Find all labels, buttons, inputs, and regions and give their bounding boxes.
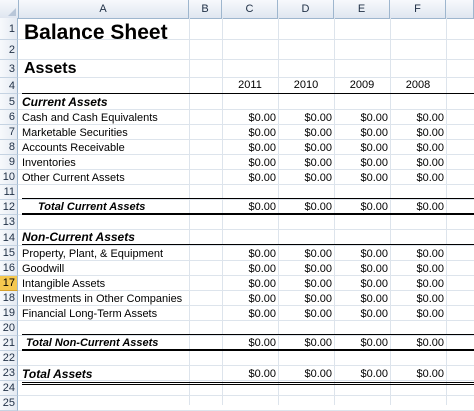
current-asset-row-1-value-2008[interactable]: $0.00 — [416, 112, 444, 124]
total-assets-value-2010[interactable]: $0.00 — [304, 368, 332, 380]
current-asset-row-3-value-2010[interactable]: $0.00 — [304, 142, 332, 154]
total-assets-label[interactable]: Total Assets — [22, 367, 93, 381]
noncurrent-assets-header[interactable]: Non-Current Assets — [22, 230, 135, 244]
noncurrent-asset-row-4-label[interactable]: Investments in Other Companies — [22, 293, 183, 305]
total-assets-value-2011[interactable]: $0.00 — [248, 368, 276, 380]
row-header-5[interactable]: 5 — [0, 94, 18, 110]
total-noncurrent-assets-value-2008[interactable]: $0.00 — [416, 337, 444, 349]
row-header-15[interactable]: 15 — [0, 246, 18, 261]
current-asset-row-5-value-2011[interactable]: $0.00 — [248, 172, 276, 184]
border-below-total-assets-double — [22, 384, 474, 385]
border-above-total-current — [22, 198, 474, 199]
current-asset-row-1-value-2011[interactable]: $0.00 — [248, 112, 276, 124]
row-header-9[interactable]: 9 — [0, 155, 18, 170]
border-below-total-assets — [22, 382, 474, 383]
row-header-16[interactable]: 16 — [0, 261, 18, 276]
noncurrent-asset-row-2-value-2011[interactable]: $0.00 — [248, 263, 276, 275]
current-asset-row-5-value-2010[interactable]: $0.00 — [304, 172, 332, 184]
total-current-assets-value-2010[interactable]: $0.00 — [304, 201, 332, 213]
row-header-25[interactable]: 25 — [0, 396, 18, 411]
current-asset-row-2-value-2009[interactable]: $0.00 — [360, 127, 388, 139]
row-header-21[interactable]: 21 — [0, 336, 18, 351]
current-asset-row-5-value-2009[interactable]: $0.00 — [360, 172, 388, 184]
noncurrent-asset-row-3-value-2008[interactable]: $0.00 — [416, 278, 444, 290]
row-header-17[interactable]: 17 — [0, 276, 18, 291]
noncurrent-asset-row-1-value-2010[interactable]: $0.00 — [304, 248, 332, 260]
gridline — [18, 245, 474, 246]
year-header-2011[interactable]: 2011 — [238, 79, 262, 91]
current-asset-row-4-value-2009[interactable]: $0.00 — [360, 157, 388, 169]
current-asset-row-1-value-2009[interactable]: $0.00 — [360, 112, 388, 124]
noncurrent-asset-row-1-value-2008[interactable]: $0.00 — [416, 248, 444, 260]
row-header-24[interactable]: 24 — [0, 381, 18, 396]
noncurrent-asset-row-4-value-2008[interactable]: $0.00 — [416, 293, 444, 305]
row-header-10[interactable]: 10 — [0, 170, 18, 185]
row-header-3[interactable]: 3 — [0, 60, 18, 78]
gridline — [18, 59, 474, 60]
total-current-assets-value-2009[interactable]: $0.00 — [360, 201, 388, 213]
noncurrent-asset-row-5-value-2011[interactable]: $0.00 — [248, 308, 276, 320]
row-header-22[interactable]: 22 — [0, 351, 18, 366]
total-noncurrent-assets-value-2009[interactable]: $0.00 — [360, 337, 388, 349]
row-header-1[interactable]: 1 — [0, 18, 18, 40]
current-asset-row-5-label[interactable]: Other Current Assets — [22, 172, 125, 184]
noncurrent-asset-row-5-value-2008[interactable]: $0.00 — [416, 308, 444, 320]
row-header-4[interactable]: 4 — [0, 78, 18, 94]
total-assets-value-2008[interactable]: $0.00 — [416, 368, 444, 380]
noncurrent-asset-row-5-value-2009[interactable]: $0.00 — [360, 308, 388, 320]
noncurrent-asset-row-5-label[interactable]: Financial Long-Term Assets — [22, 308, 158, 320]
column-header-c[interactable]: C — [222, 0, 278, 18]
current-asset-row-4-value-2011[interactable]: $0.00 — [248, 157, 276, 169]
total-current-assets-value-2008[interactable]: $0.00 — [416, 201, 444, 213]
noncurrent-asset-row-5-value-2010[interactable]: $0.00 — [304, 308, 332, 320]
row-header-19[interactable]: 19 — [0, 306, 18, 321]
year-header-2009[interactable]: 2009 — [349, 79, 375, 91]
noncurrent-asset-row-2-value-2010[interactable]: $0.00 — [304, 263, 332, 275]
noncurrent-asset-row-3-label[interactable]: Intangible Assets — [22, 278, 106, 290]
sheet-subtitle[interactable]: Assets — [24, 60, 77, 77]
current-asset-row-3-label[interactable]: Accounts Receivable — [22, 142, 125, 154]
year-header-2008[interactable]: 2008 — [405, 79, 431, 91]
noncurrent-asset-row-2-value-2008[interactable]: $0.00 — [416, 263, 444, 275]
row-header-2[interactable]: 2 — [0, 40, 18, 60]
row-header-23[interactable]: 23 — [0, 366, 18, 381]
row-header-14[interactable]: 14 — [0, 230, 18, 246]
noncurrent-asset-row-3-value-2011[interactable]: $0.00 — [248, 278, 276, 290]
current-asset-row-1-value-2010[interactable]: $0.00 — [304, 112, 332, 124]
column-header-a[interactable]: A — [18, 0, 189, 18]
noncurrent-asset-row-4-value-2011[interactable]: $0.00 — [248, 293, 276, 305]
current-asset-row-1-label[interactable]: Cash and Cash Equivalents — [22, 112, 158, 124]
current-asset-row-3-value-2008[interactable]: $0.00 — [416, 142, 444, 154]
row-header-20[interactable]: 20 — [0, 321, 18, 336]
current-asset-row-2-value-2008[interactable]: $0.00 — [416, 127, 444, 139]
column-header-f[interactable]: F — [390, 0, 446, 18]
total-current-assets-label[interactable]: Total Current Assets — [38, 201, 146, 213]
noncurrent-asset-row-3-value-2010[interactable]: $0.00 — [304, 278, 332, 290]
noncurrent-asset-row-1-value-2011[interactable]: $0.00 — [248, 248, 276, 260]
column-header-g[interactable] — [446, 0, 474, 18]
row-header-7[interactable]: 7 — [0, 125, 18, 140]
total-current-assets-value-2011[interactable]: $0.00 — [248, 201, 276, 213]
column-header-d[interactable]: D — [278, 0, 334, 18]
noncurrent-asset-row-1-value-2009[interactable]: $0.00 — [360, 248, 388, 260]
row-header-11[interactable]: 11 — [0, 185, 18, 200]
current-asset-row-2-value-2011[interactable]: $0.00 — [248, 127, 276, 139]
row-header-13[interactable]: 13 — [0, 215, 18, 230]
column-header-e[interactable]: E — [334, 0, 390, 18]
select-all-button[interactable] — [0, 0, 19, 18]
total-noncurrent-assets-value-2011[interactable]: $0.00 — [248, 337, 276, 349]
current-asset-row-4-value-2010[interactable]: $0.00 — [304, 157, 332, 169]
gridline — [18, 365, 474, 366]
current-asset-row-2-label[interactable]: Marketable Securities — [22, 127, 128, 139]
total-noncurrent-assets-value-2010[interactable]: $0.00 — [304, 337, 332, 349]
noncurrent-asset-row-3-value-2009[interactable]: $0.00 — [360, 278, 388, 290]
row-header-12[interactable]: 12 — [0, 200, 18, 215]
column-header-b[interactable]: B — [189, 0, 222, 18]
border-above-total-noncurrent — [22, 334, 474, 335]
noncurrent-asset-row-2-value-2009[interactable]: $0.00 — [360, 263, 388, 275]
current-asset-row-4-value-2008[interactable]: $0.00 — [416, 157, 444, 169]
noncurrent-asset-row-2-label[interactable]: Goodwill — [22, 263, 65, 275]
row-header-18[interactable]: 18 — [0, 291, 18, 306]
total-assets-value-2009[interactable]: $0.00 — [360, 368, 388, 380]
current-asset-row-3-value-2009[interactable]: $0.00 — [360, 142, 388, 154]
row-header-6[interactable]: 6 — [0, 110, 18, 125]
current-asset-row-2-value-2010[interactable]: $0.00 — [304, 127, 332, 139]
gridline — [18, 395, 474, 396]
row-header-8[interactable]: 8 — [0, 140, 18, 155]
border-under-years — [22, 93, 474, 94]
noncurrent-asset-row-4-value-2010[interactable]: $0.00 — [304, 293, 332, 305]
current-asset-row-5-value-2008[interactable]: $0.00 — [416, 172, 444, 184]
sheet-title[interactable]: Balance Sheet — [24, 21, 168, 44]
total-noncurrent-assets-label[interactable]: Total Non-Current Assets — [26, 337, 159, 349]
current-asset-row-3-value-2011[interactable]: $0.00 — [248, 142, 276, 154]
current-asset-row-4-label[interactable]: Inventories — [22, 157, 76, 169]
noncurrent-asset-row-1-label[interactable]: Property, Plant, & Equipment — [22, 248, 164, 260]
noncurrent-asset-row-4-value-2009[interactable]: $0.00 — [360, 293, 388, 305]
year-header-2010[interactable]: 2010 — [293, 79, 319, 91]
column-header-bar — [0, 0, 474, 19]
current-assets-header[interactable]: Current Assets — [22, 95, 108, 109]
